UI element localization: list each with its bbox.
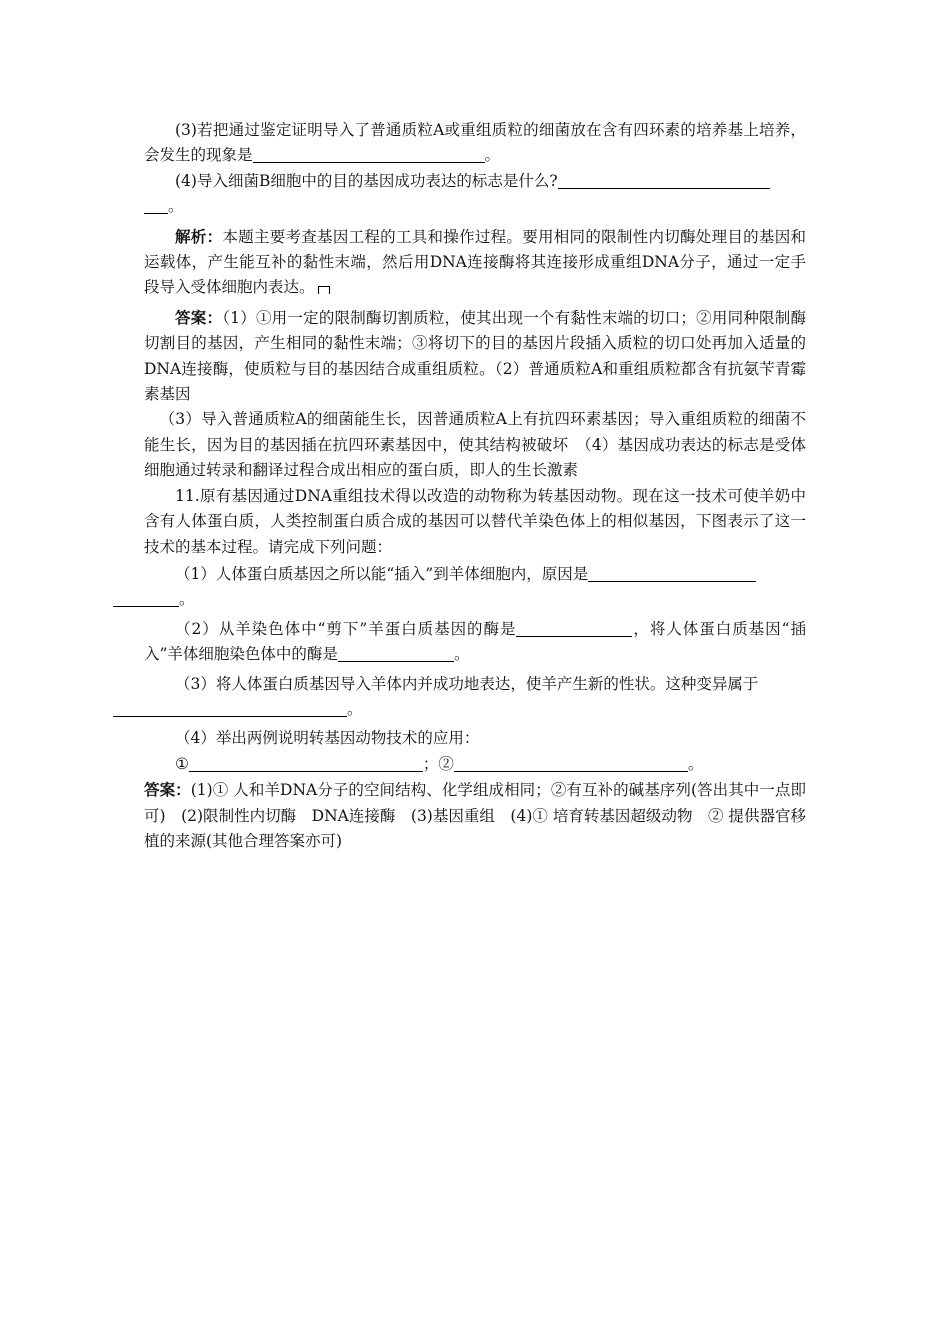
answer-blank[interactable] [113,698,347,717]
answer-blank[interactable] [113,588,179,607]
answer-blank[interactable] [144,195,168,214]
answer-blank[interactable] [558,170,770,189]
answer-blank[interactable] [588,563,756,582]
analysis-text: 本题主要考查基因工程的工具和操作过程。要用相同的限制性内切酶处理目的基因和运载体，产生能互补的黏性末端，然后用DNA连接酶将其连接形成重组DNA分子，通过一定手段导入受体细胞内表达。 [144,227,806,297]
answer-11-paragraph [144,777,806,854]
answer-label: 答案： [144,780,191,800]
question-3: (3)若把通过鉴定证明导入了普通质粒A或重组质粒的细菌放在含有四环素的培养基上培养，会发生的现象是 。 [144,121,806,165]
answer-11-text: (1)① 人和羊DNA分子的空间结构、化学组成相同；②有互补的碱基序列(答出其中一点即可) (2)限制性内切酶 DNA连接酶 (3)基因重组 (4)① 培育转基因超级动物 ② 提供器官移植的来源(其他合理答案亦可) [144,781,806,850]
question-11-4-blanks: ① ；② 。 [175,754,704,773]
analysis-label: 解析： [175,226,223,246]
question-4-text: (4)导入细菌B细胞中的目的基因成功表达的标志是什么? [175,171,558,190]
question-4: (4)导入细菌B细胞中的目的基因成功表达的标志是什么? 。 [144,169,806,220]
question-11-3: （3）将人体蛋白质基因导入羊体内并成功地表达，使羊产生新的性状。这种变异属于 。 [144,672,806,723]
question-3-text: (3)若把通过鉴定证明导入了普通质粒A或重组质粒的细菌放在含有四环素的培养基上培养，会发生的现象是 [144,121,806,165]
analysis-paragraph [144,224,806,301]
answer-label: 答案： [175,307,223,327]
answer-10-paragraph-2 [144,407,806,483]
answer-10-paragraph-1 [144,305,806,408]
answer-blank[interactable] [516,618,632,637]
anchor-mark-icon [318,286,330,294]
answer-10-text-2: （3）导入普通质粒A的细菌能生长，因普通质粒A上有抗四环素基因；导入重组质粒的细菌不能生长，因为目的基因插在抗四环素基因中，使其结构被破坏 （4）基因成功表达的标志是受体细胞通过转录和翻译过程合成出相应的蛋白质，即人的生长激素 [144,410,806,480]
answer-blank[interactable] [454,753,688,772]
document-page [144,118,806,854]
question-11-2: （2）从羊染色体中“剪下”羊蛋白质基因的酶是 ，将人体蛋白质基因“插入”羊体细胞染色体中的酶是 。 [144,619,806,664]
answer-blank[interactable] [338,643,454,662]
question-11-1: （1）人体蛋白质基因之所以能“插入”到羊体细胞内，原因是 。 [144,562,806,613]
answer-blank[interactable] [189,753,423,772]
answer-10-text-1: （1）①用一定的限制酶切割质粒，使其出现一个有黏性末端的切口；②用同种限制酶切割目的基因，产生相同的黏性末端；③将切下的目的基因片段插入质粒的切口处再加入适量的DNA连接酶，使质粒与目的基因结合成重组质粒。（2）普通质粒A和重组质粒都含有抗氨苄青霉素基因 [144,308,806,404]
question-11-4: （4）举出两例说明转基因动物技术的应用： [175,729,480,748]
answer-blank[interactable] [253,144,485,163]
question-11-intro: 11.原有基因通过DNA重组技术得以改造的动物称为转基因动物。现在这一技术可使羊奶中含有人体蛋白质，人类控制蛋白质合成的基因可以替代羊染色体上的相似基因，下图表示了这一技术的基本过程。请完成下列问题： [144,486,806,556]
